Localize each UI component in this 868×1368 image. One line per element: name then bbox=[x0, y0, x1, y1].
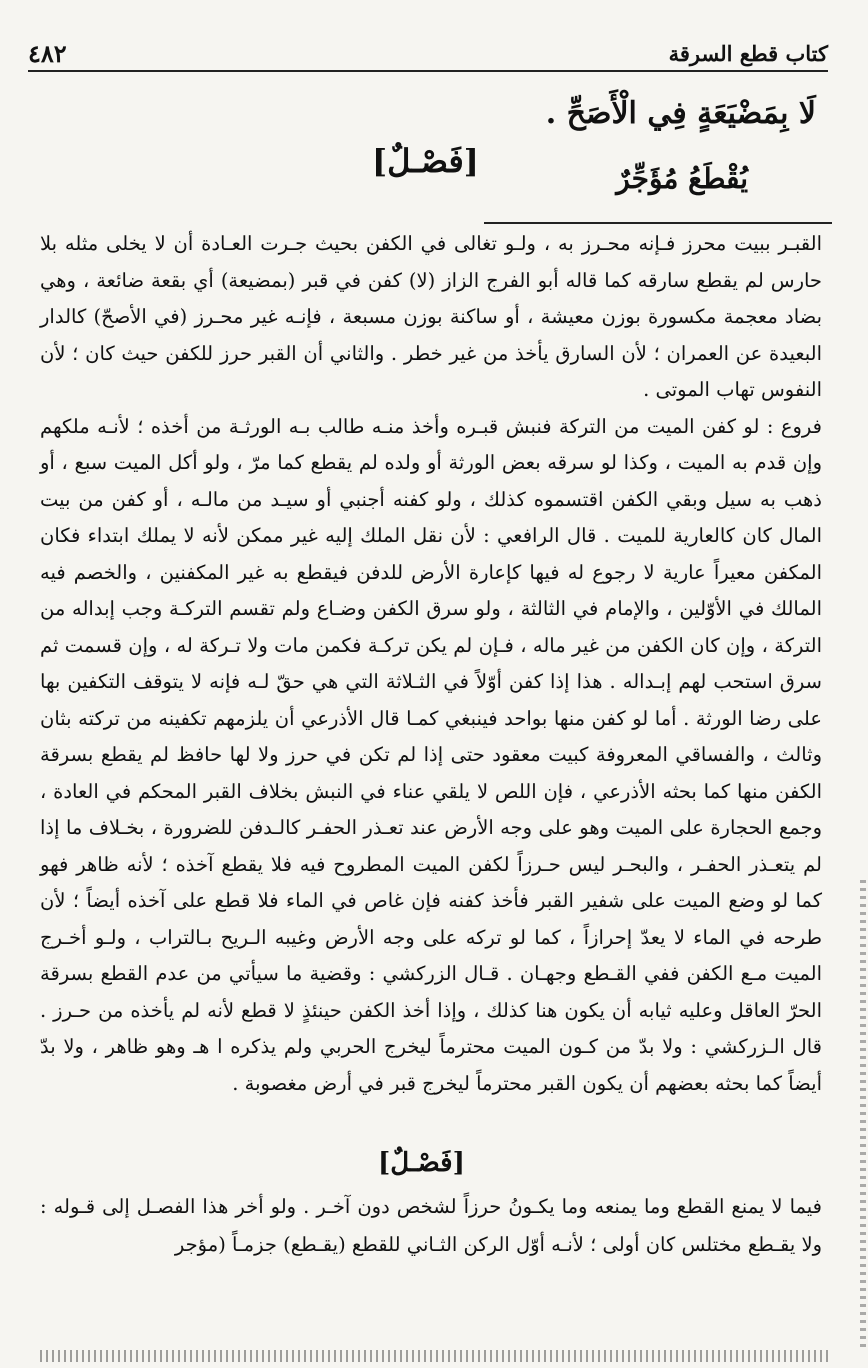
section-intro-text bbox=[40, 1188, 822, 1264]
matn-line-1: لَا بِمَضْيَعَةٍ فِي الْأَصَحِّ . bbox=[545, 96, 816, 131]
commentary-paragraph-2: فروع : لو كفن الميت من التركة فنبش قبـره وأخذ منـه طالب بـه الورثـة من أخذه ؛ لأنـه ملكهم وإن قدم به الميت ، وكذا لو سرقه بعض الورثة أو ولده لم يقطع كما مرّ ، ولو أكل الميت سبع ، أو ذهب به سيل وبقي الكفن اقتسموه كذلك ، ولو كفنه أجنبي أو سيـد من مالـه ، أو كفن من بيت المال كان كالعارية للميت . قال الرافعي : لأن نقل الملك إليه غير ممكن لأنه لا يملك ابتداء فكان المكفن معيراً عارية لا رجوع له فيها كإعارة الأرض للدفن فيقطع به غير المكفنين ، والخصم فيه المالك في الأوّلين ، والإمام في الثالثة ، ولو سرق الكفن وضـاع ولم تقسم التركـة وجب إبداله من التركة ، وإن كان الكفن من غير ماله ، فـإن لم يكن تركـة فكمن مات ولا تـركة له ، وإن قسمت ثم سرق استحب لهم إبـداله . هذا إذا كفن أوّلاً في الثـلاثة التي هي حقّ لـه فإنه لا يتوقف التكفين بها على رضا الورثة . أما لو كفن منها بواحد فينبغي كمـا قال الأذرعي أن يلزمهم تكفينه من تركته بثان وثالث ، والفساقي المعروفة كبيت معقود حتى إذا لم تكن في حرز ولا لها حافظ لم يقطع بسرقة الكفن منها كما بحثه الأذرعي ، فإن اللص لا يلقي عناء في النبش بخلاف القبر المحكم في العادة ، وجمع الحجارة على الميت وهو على وجه الأرض عند تعـذر الحفـر كالـدفن للضرورة ، بخـلاف ما إذا لم يتعـذر الحفـر ، والبحـر ليس حـرزاً لكفن الميت المطروح فيه فلا يقطع آخذه ؛ لأنه ظاهر فهو كما لو وضع الميت على شفير القبر فأخذ كفنه فإن غاص في الماء فلا قطع على آخذه أيضاً ؛ لأن طرحه في الماء لا يعدّ إحرازاً ، كما لو تركه على وجه الأرض وغيبه الـريح بـالتراب ، ولـو أخـرج الميت مـع الكفن ففي القـطع وجهـان . قـال الزركشي : وقضية ما سيأتي من عدم القطع بسرقة الحرّ العاقل وعليه ثيابه أن يكون هنا كذلك ، وإذا أخذ الكفن حينئذٍ لا قطع لأنه لم يأخذه من حـرز . قال الـزركشي : ولا بدّ من كـون الميت محترماً ليخرج الحربي ولم يذكره ا هـ وهو ظاهر ، ولا بدّ أيضاً كما بحثه بعضهم أن يكون القبر محترماً ليخرج قبر في أرض مغصوبة . bbox=[40, 414, 822, 1095]
side-ornament bbox=[860, 880, 866, 1350]
page-number: ٤٨٢ bbox=[28, 39, 67, 68]
section-heading: [فَصْـلٌ] bbox=[372, 142, 479, 180]
matn-separator bbox=[484, 222, 832, 224]
section-heading-2: [فَصْـلٌ] bbox=[378, 1148, 465, 1178]
bottom-ornament bbox=[40, 1350, 828, 1362]
matn-line-2: يُقْطَعُ مُؤَجِّرٌ bbox=[616, 162, 748, 195]
running-title: كتاب قطع السرقة bbox=[668, 41, 828, 66]
commentary-text bbox=[40, 226, 822, 1102]
page-header bbox=[28, 30, 828, 72]
commentary-paragraph-1: القبـر ببيت محرز فـإنه محـرز به ، ولـو تغالى في الكفن بحيث جـرت العـادة أن لا يخلى مثله بلا حارس لم يقطع سارقه كما قاله أبو الفرج الزاز (لا) كفن في قبر (بمضيعة) أي بقعة ضائعة ، وهي بضاد معجمة مكسورة بوزن معيشة ، أو ساكنة بوزن مسبعة ، فإنـه غير محـرز (في الأصحّ) كالدار البعيدة عن العمران ؛ لأن السارق يأخذ من غير خطر . والثاني أن القبر حرز للكفن حيث كان ؛ لأن النفوس تهاب الموتى . bbox=[40, 232, 822, 401]
section-intro-paragraph: فيما لا يمنع القطع وما يمنعه وما يكـونُ حرزاً لشخص دون آخـر . ولو أخر هذا الفصـل إلى قـوله : ولا يقـطع مختلس كان أولى ؛ لأنـه أوّل الركن الثـاني للقطع (يقـطع) جزمـاً (مؤجر bbox=[40, 1195, 822, 1256]
